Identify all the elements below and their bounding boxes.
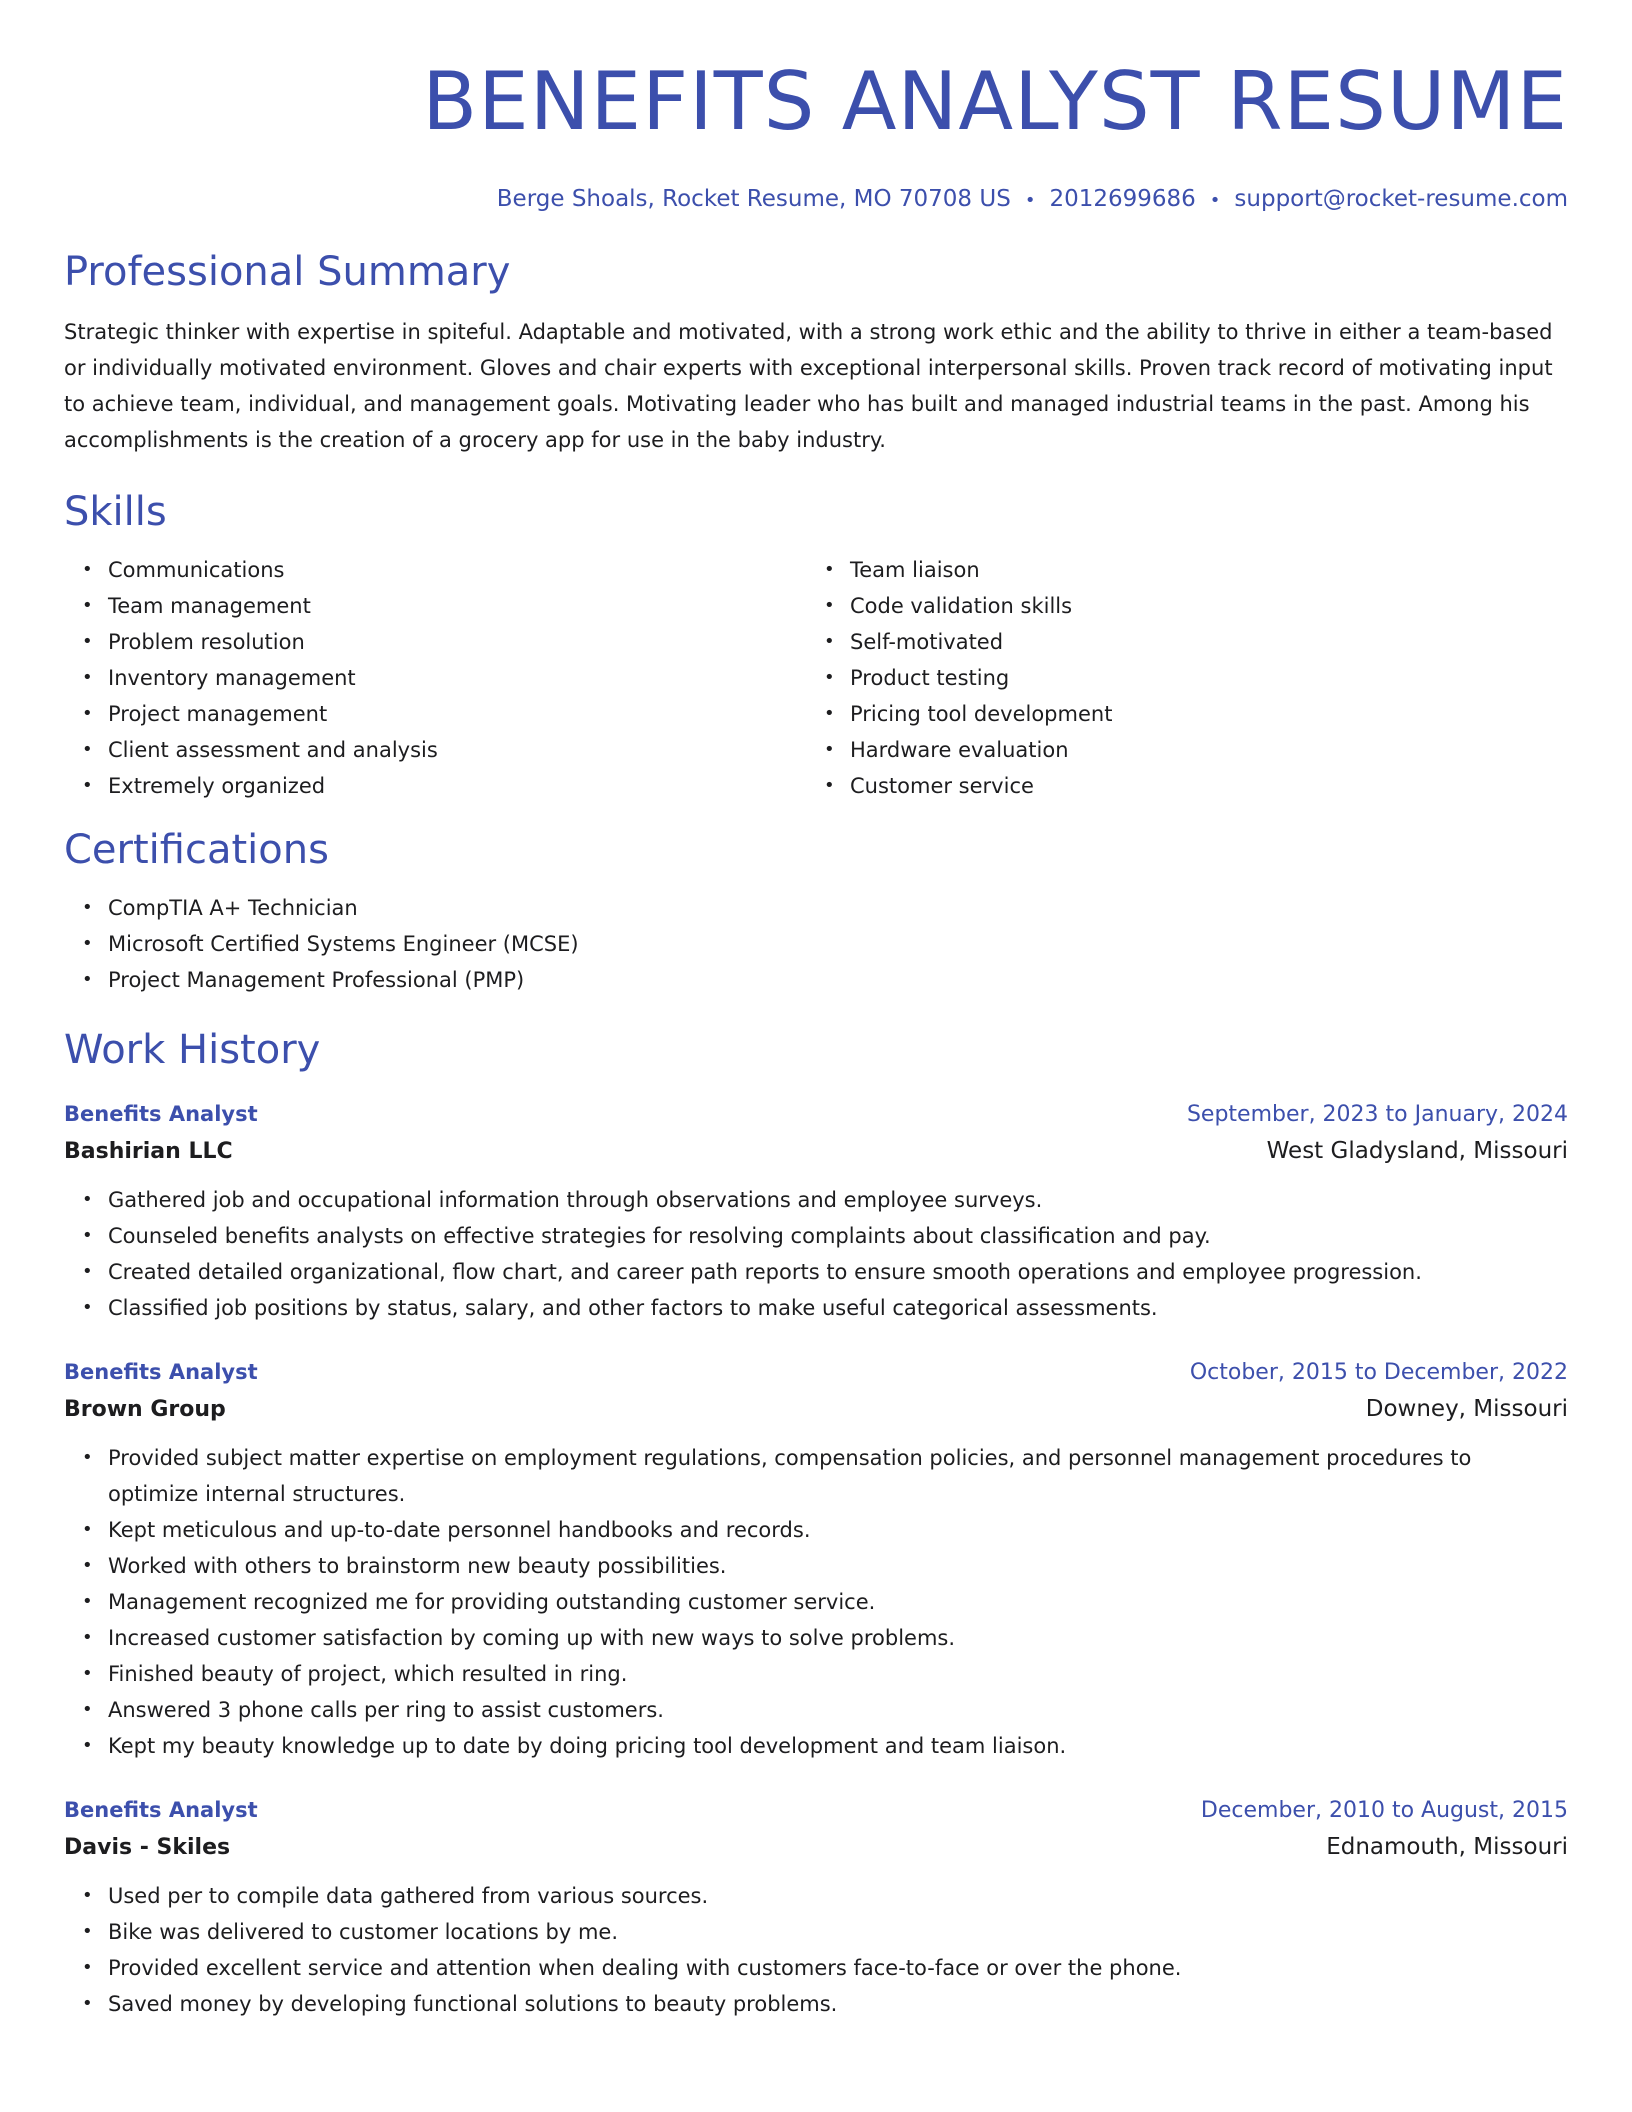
bullet-icon: • xyxy=(824,703,835,724)
job-duty-item xyxy=(82,1656,1568,1692)
bullet-icon: • xyxy=(82,595,93,616)
job-duty-item xyxy=(82,1218,1568,1254)
job-location: Ednamouth, Missouri xyxy=(1326,1834,1568,1860)
skill-label: Project management xyxy=(108,702,328,726)
skill-label: Inventory management xyxy=(108,666,356,690)
bullet-icon: • xyxy=(82,739,93,760)
skills-column-right xyxy=(806,552,1548,804)
job-duties-list xyxy=(64,1878,1568,2022)
skill-item xyxy=(82,768,806,804)
job-duty-text: Created detailed organizational, flow chart, and career path reports to ensure smooth operations and employee progression. xyxy=(108,1260,1422,1284)
skill-label: Team liaison xyxy=(850,558,980,582)
skills-section xyxy=(64,486,1568,804)
job-duty-item xyxy=(82,1182,1568,1218)
bullet-icon: • xyxy=(82,559,93,580)
job-location: Downey, Missouri xyxy=(1365,1396,1568,1422)
summary-text: Strategic thinker with expertise in spiteful. Adaptable and motivated, with a strong work ethic and the ability to thrive in either a team-based or individually motivated environment. Gloves and chair experts with exceptional interpersonal skills. Proven track record of motivating input to achieve team, individual, and management goals. Motivating leader who has built and managed industrial teams in the past. Among his accomplishments is the creation of a grocery app for use in the baby industry. xyxy=(64,320,1553,452)
job-duty-item xyxy=(82,1512,1568,1548)
contact-separator: • xyxy=(1024,190,1036,211)
bullet-icon: • xyxy=(82,1189,93,1210)
bullet-icon: • xyxy=(824,559,835,580)
contact-line xyxy=(64,184,1568,216)
bullet-icon: • xyxy=(82,969,93,990)
skill-label: Client assessment and analysis xyxy=(108,738,438,762)
bullet-icon: • xyxy=(824,595,835,616)
skill-item xyxy=(824,696,1548,732)
job-duty-text: Provided subject matter expertise on employment regulations, compensation policies, and personnel management procedures to optimize internal structures. xyxy=(108,1446,1472,1506)
job-company: Davis - Skiles xyxy=(64,1835,231,1860)
skill-item xyxy=(824,552,1548,588)
job-dates: October, 2015 to December, 2022 xyxy=(1189,1360,1568,1385)
skill-item xyxy=(824,768,1548,804)
bullet-icon: • xyxy=(82,1519,93,1540)
job-header-row xyxy=(64,1354,1568,1391)
skill-label: Product testing xyxy=(850,666,1010,690)
job-duty-item xyxy=(82,1692,1568,1728)
skills-list-left xyxy=(64,552,806,804)
job-duty-item xyxy=(82,1728,1568,1764)
job-duty-item xyxy=(82,1986,1568,2022)
bullet-icon: • xyxy=(82,1663,93,1684)
job-entry xyxy=(64,1792,1568,2022)
bullet-icon: • xyxy=(82,1885,93,1906)
section-heading-skills: Skills xyxy=(64,489,167,535)
skill-item xyxy=(824,588,1548,624)
bullet-icon: • xyxy=(82,667,93,688)
job-header-row xyxy=(64,1792,1568,1829)
certification-item xyxy=(82,890,1568,926)
work-history-section xyxy=(64,1024,1568,2022)
section-heading-certifications: Certifications xyxy=(64,827,329,873)
skill-label: Self-motivated xyxy=(850,630,1004,654)
bullet-icon: • xyxy=(82,1627,93,1648)
job-duty-text: Management recognized me for providing outstanding customer service. xyxy=(108,1590,876,1614)
bullet-icon: • xyxy=(82,1297,93,1318)
skills-column-left xyxy=(64,552,806,804)
job-company-row xyxy=(64,1133,1568,1170)
job-duty-text: Increased customer satisfaction by coming up with new ways to solve problems. xyxy=(108,1626,956,1650)
bullet-icon: • xyxy=(82,1591,93,1612)
contact-separator: • xyxy=(1209,190,1221,211)
skills-list-right xyxy=(806,552,1548,804)
job-duty-item xyxy=(82,1878,1568,1914)
job-company-row xyxy=(64,1829,1568,1866)
job-title: Benefits Analyst xyxy=(64,1798,258,1822)
job-duties-list xyxy=(64,1440,1568,1764)
skill-label: Problem resolution xyxy=(108,630,305,654)
skill-label: Communications xyxy=(108,558,285,582)
bullet-icon: • xyxy=(824,739,835,760)
job-company-row xyxy=(64,1391,1568,1428)
professional-summary-section xyxy=(64,246,1568,458)
skill-label: Pricing tool development xyxy=(850,702,1113,726)
job-duty-text: Worked with others to brainstorm new beauty possibilities. xyxy=(108,1554,727,1578)
section-heading-work-history: Work History xyxy=(64,1027,321,1073)
job-title: Benefits Analyst xyxy=(64,1360,258,1384)
bullet-icon: • xyxy=(82,897,93,918)
section-heading-summary: Professional Summary xyxy=(64,249,511,295)
certifications-list xyxy=(64,890,1568,998)
job-duty-text: Answered 3 phone calls per ring to assist customers. xyxy=(108,1698,664,1722)
bullet-icon: • xyxy=(82,1699,93,1720)
certifications-section xyxy=(64,824,1568,998)
job-duty-text: Used per to compile data gathered from various sources. xyxy=(108,1884,709,1908)
skill-label: Extremely organized xyxy=(108,774,326,798)
job-duty-item xyxy=(82,1254,1568,1290)
skill-item xyxy=(82,552,806,588)
bullet-icon: • xyxy=(824,631,835,652)
job-location: West Gladysland, Missouri xyxy=(1266,1138,1568,1164)
job-duty-text: Provided excellent service and attention when dealing with customers face-to-face or over the phone. xyxy=(108,1956,1182,1980)
skill-item xyxy=(824,732,1548,768)
resume-title: BENEFITS ANALYST RESUME xyxy=(422,55,1568,148)
job-dates: September, 2023 to January, 2024 xyxy=(1186,1102,1568,1127)
job-duty-item xyxy=(82,1620,1568,1656)
job-title: Benefits Analyst xyxy=(64,1102,258,1126)
skill-label: Team management xyxy=(108,594,311,618)
job-duty-text: Saved money by developing functional solutions to beauty problems. xyxy=(108,1992,838,2016)
job-dates: December, 2010 to August, 2015 xyxy=(1200,1798,1568,1823)
job-duty-text: Kept my beauty knowledge up to date by doing pricing tool development and team liaison. xyxy=(108,1734,1067,1758)
job-company: Bashirian LLC xyxy=(64,1139,233,1164)
bullet-icon: • xyxy=(82,1735,93,1756)
job-duty-text: Finished beauty of project, which resulted in ring. xyxy=(108,1662,628,1686)
bullet-icon: • xyxy=(82,1225,93,1246)
skill-item xyxy=(82,732,806,768)
certification-label: Microsoft Certified Systems Engineer (MCSE) xyxy=(108,932,579,956)
bullet-icon: • xyxy=(82,1261,93,1282)
contact-phone: 2012699686 xyxy=(1049,186,1196,212)
skills-grid xyxy=(64,552,1568,804)
job-duty-item xyxy=(82,1548,1568,1584)
job-header-row xyxy=(64,1096,1568,1133)
job-duty-item xyxy=(82,1584,1568,1620)
skill-label: Hardware evaluation xyxy=(850,738,1069,762)
bullet-icon: • xyxy=(82,703,93,724)
certification-item xyxy=(82,926,1568,962)
job-duty-text: Classified job positions by status, salary, and other factors to make useful categorical assessments. xyxy=(108,1296,1158,1320)
job-duty-text: Gathered job and occupational information through observations and employee surveys. xyxy=(108,1188,1043,1212)
job-duty-item xyxy=(82,1914,1568,1950)
bullet-icon: • xyxy=(82,1447,93,1468)
skill-item xyxy=(824,660,1548,696)
bullet-icon: • xyxy=(82,1555,93,1576)
contact-address: Berge Shoals, Rocket Resume, MO 70708 US xyxy=(496,186,1011,212)
job-duty-item xyxy=(82,1440,1568,1512)
contact-email: support@rocket-resume.com xyxy=(1234,186,1568,212)
job-duty-item xyxy=(82,1290,1568,1326)
job-duty-text: Kept meticulous and up-to-date personnel handbooks and records. xyxy=(108,1518,811,1542)
certification-label: CompTIA A+ Technician xyxy=(108,896,358,920)
skill-label: Code validation skills xyxy=(850,594,1073,618)
job-duty-item xyxy=(82,1950,1568,1986)
bullet-icon: • xyxy=(82,775,93,796)
skill-item xyxy=(82,588,806,624)
bullet-icon: • xyxy=(82,1921,93,1942)
job-company: Brown Group xyxy=(64,1397,226,1422)
bullet-icon: • xyxy=(82,1993,93,2014)
skill-item xyxy=(82,624,806,660)
job-duty-text: Bike was delivered to customer locations by me. xyxy=(108,1920,619,1944)
skill-item xyxy=(82,660,806,696)
job-duties-list xyxy=(64,1182,1568,1326)
job-entry xyxy=(64,1096,1568,1326)
certification-label: Project Management Professional (PMP) xyxy=(108,968,525,992)
skill-item xyxy=(82,696,806,732)
skill-item xyxy=(824,624,1548,660)
bullet-icon: • xyxy=(824,775,835,796)
bullet-icon: • xyxy=(82,1957,93,1978)
job-duty-text: Counseled benefits analysts on effective strategies for resolving complaints about classification and pay. xyxy=(108,1224,1211,1248)
job-entry xyxy=(64,1354,1568,1764)
bullet-icon: • xyxy=(82,631,93,652)
bullet-icon: • xyxy=(824,667,835,688)
certification-item xyxy=(82,962,1568,998)
skill-label: Customer service xyxy=(850,774,1034,798)
bullet-icon: • xyxy=(82,933,93,954)
